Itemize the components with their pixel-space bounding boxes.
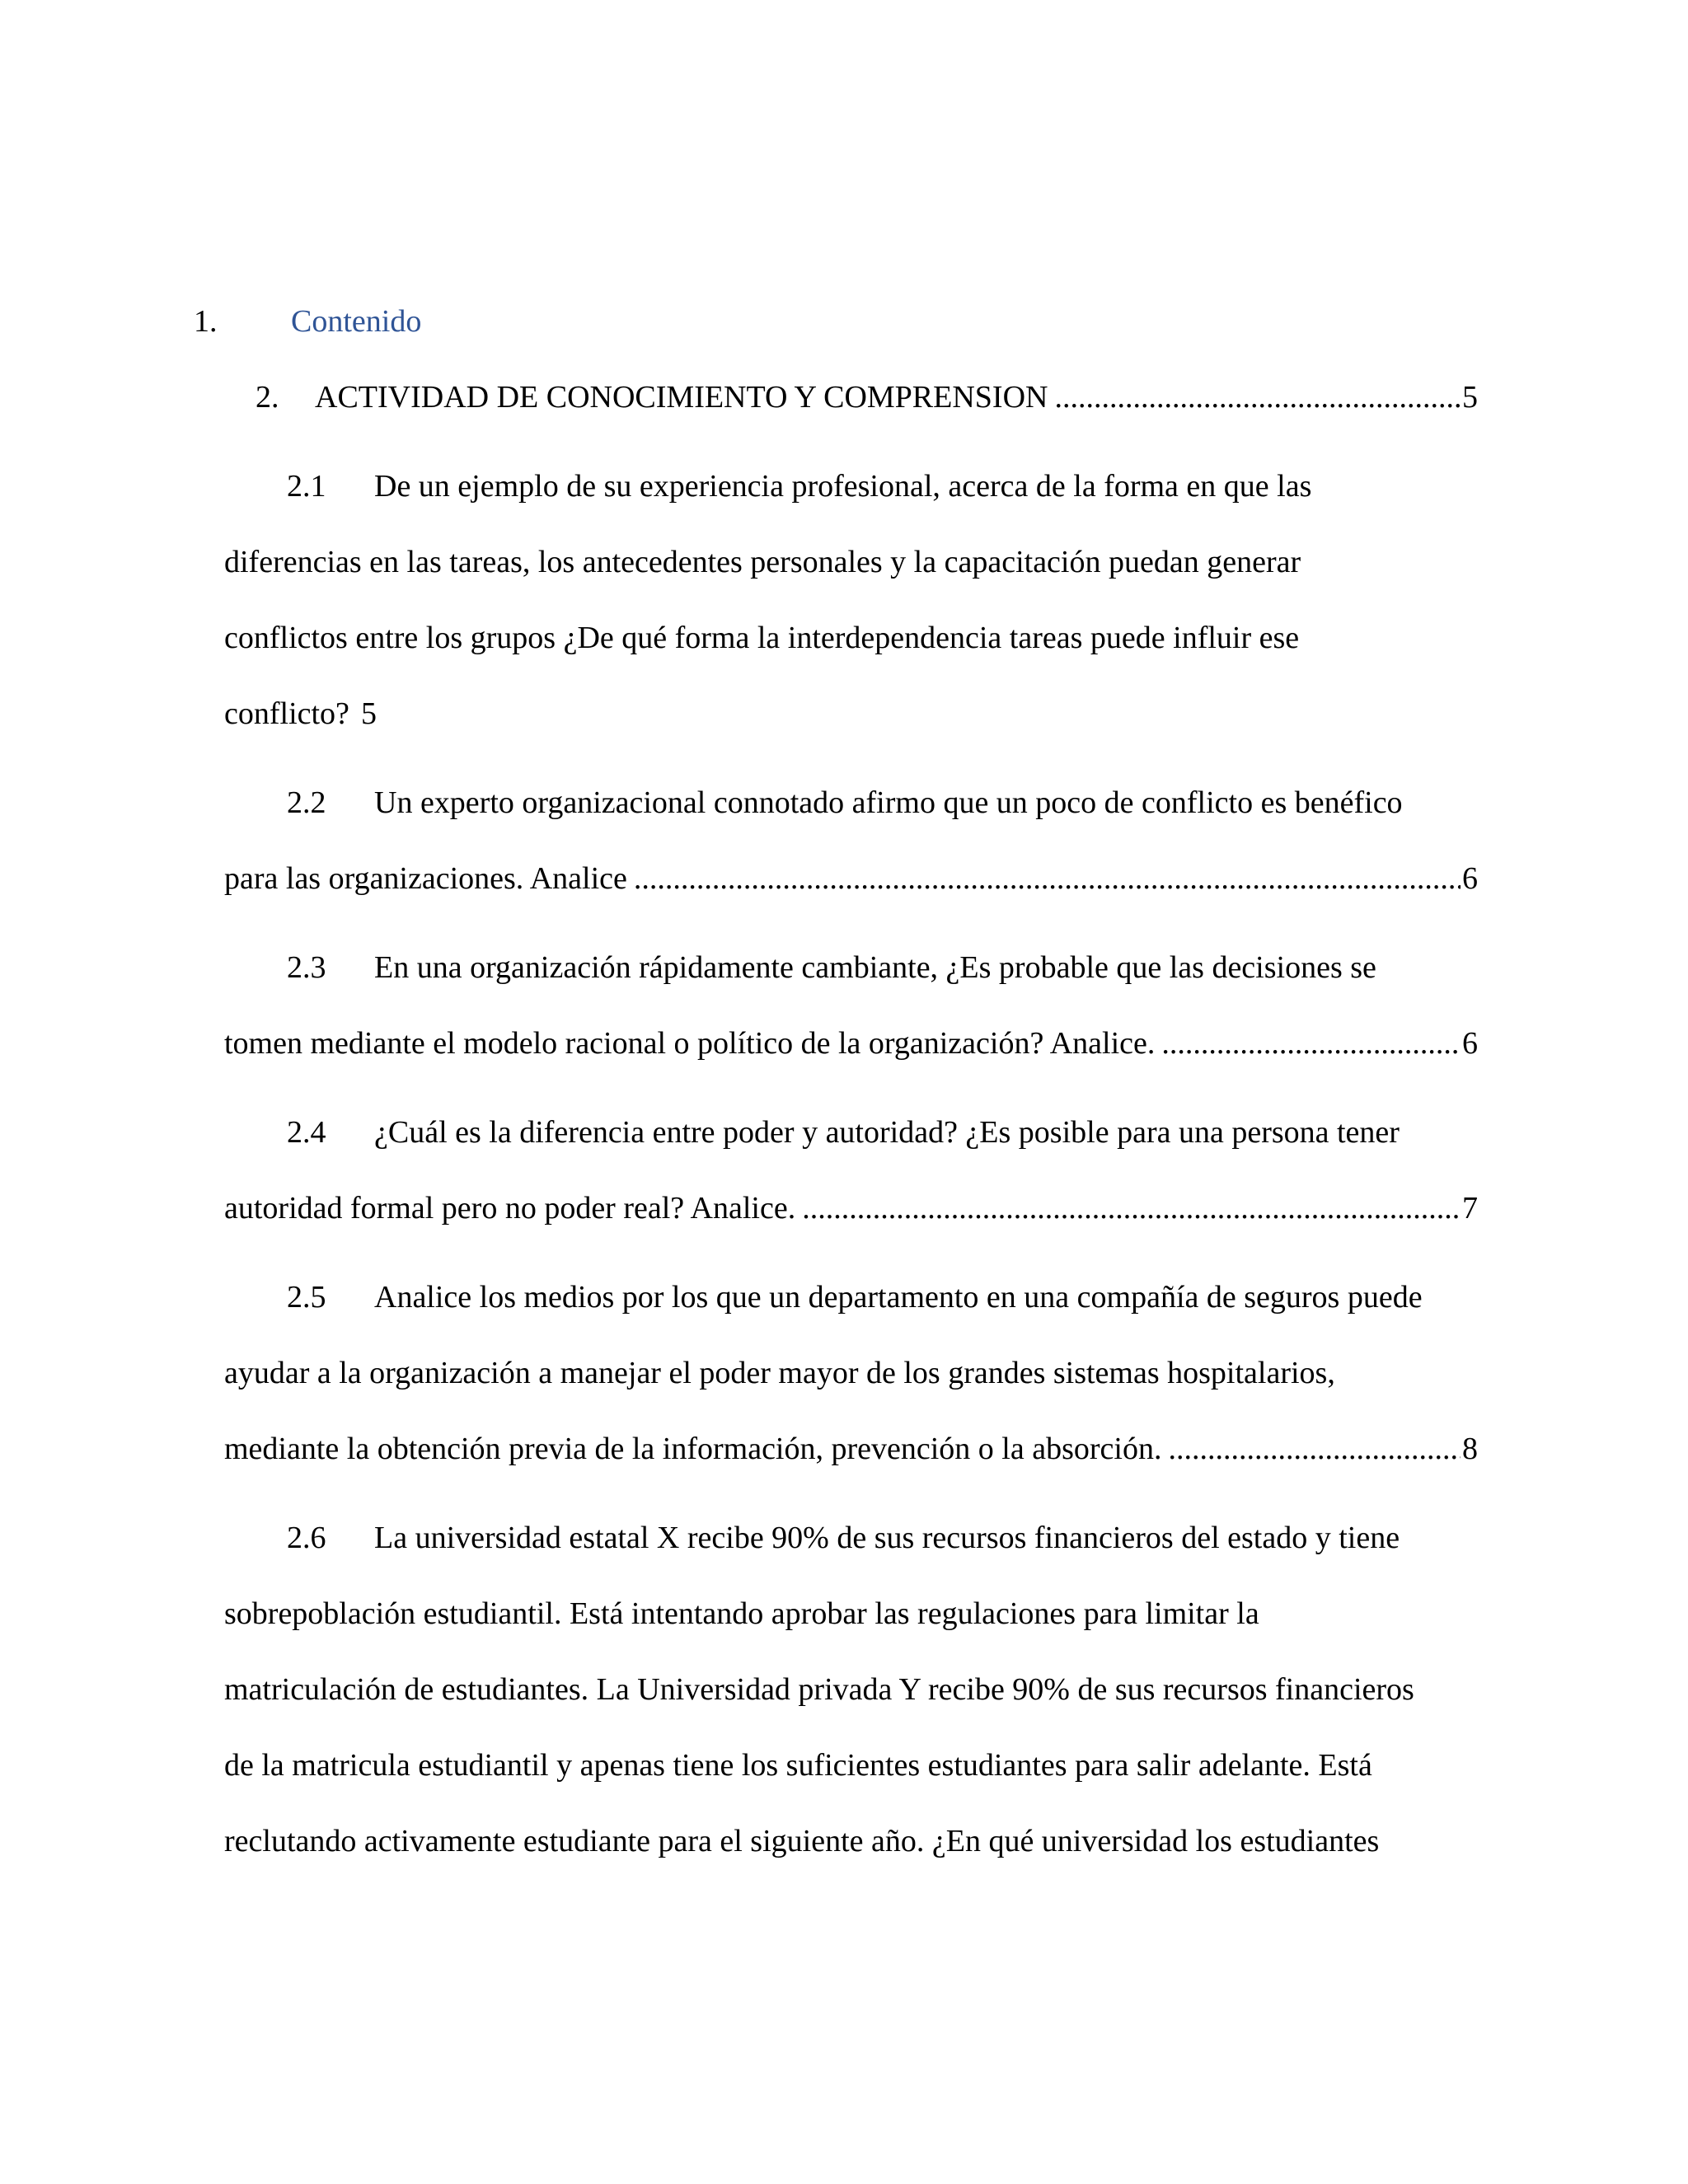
toc-entry-2-6[interactable] [224, 1500, 1478, 1879]
toc-section-number: 2. [256, 380, 279, 415]
toc-entry-text: reclutando activamente estudiante para el siguiente año. ¿En qué universidad los estudiantes [224, 1824, 1380, 1858]
toc-entry-line [224, 1576, 1478, 1652]
toc-entry-number: 2.4 [287, 1115, 326, 1150]
toc-entry-line [224, 524, 1478, 600]
toc-page-number: 8 [1462, 1432, 1478, 1466]
toc-entry-text: tomen mediante el modelo racional o político de la organización? Analice. [224, 1026, 1156, 1061]
toc-entry-line [224, 1259, 1478, 1335]
toc-entry-text: autoridad formal pero no poder real? Analice. [224, 1191, 796, 1226]
toc-entry-2-1[interactable] [224, 448, 1478, 752]
toc-entry-line [224, 1335, 1478, 1411]
toc-entry-line [224, 1727, 1478, 1803]
toc-heading-number: 1. [194, 304, 218, 339]
toc-entry-line [224, 600, 1478, 676]
toc-entry-line [224, 1652, 1478, 1727]
toc-entry-number: 2.1 [287, 469, 326, 504]
toc-entry-text: matriculación de estudiantes. La Universidad privada Y recibe 90% de sus recursos financieros [224, 1672, 1414, 1707]
toc-entry-text: sobrepoblación estudiantil. Está intentando aprobar las regulaciones para limitar la [224, 1596, 1259, 1631]
toc-entry-text: De un ejemplo de su experiencia profesional, acerca de la forma en que las [374, 469, 1312, 504]
toc-page-number: 5 [360, 696, 377, 731]
toc-entry-line [224, 448, 1478, 524]
toc-entry-line [224, 1500, 1478, 1576]
toc-entry-line [224, 1005, 1478, 1081]
toc-heading-title[interactable]: Contenido [291, 304, 422, 339]
toc-leader-dots [802, 1170, 1461, 1246]
toc-entry-2-4[interactable] [224, 1094, 1478, 1246]
toc-entry-text: para las organizaciones. Analice [224, 861, 627, 896]
toc-entry-text: La universidad estatal X recibe 90% de sus recursos financieros del estado y tiene [374, 1521, 1400, 1555]
toc-page-number: 6 [1462, 1026, 1478, 1061]
toc-entry-text: ayudar a la organización a manejar el poder mayor de los grandes sistemas hospitalarios, [224, 1356, 1335, 1390]
toc-entry-number: 2.6 [287, 1521, 326, 1555]
toc-section-title: ACTIVIDAD DE CONOCIMIENTO Y COMPRENSION [315, 380, 1048, 415]
toc-entry-line [224, 676, 1478, 752]
toc-entry-2-3[interactable] [224, 930, 1478, 1081]
toc-page-number: 7 [1462, 1191, 1478, 1226]
toc-entry-text: Un experto organizacional connotado afirmo que un poco de conflicto es benéfico [374, 785, 1403, 820]
toc-entry-number: 2.5 [287, 1280, 326, 1315]
toc-entry-text: conflicto? [224, 696, 349, 731]
toc-section-2[interactable] [256, 373, 1478, 422]
toc-entry-text: Analice los medios por los que un departamento en una compañía de seguros puede [374, 1280, 1423, 1315]
toc-entry-text: ¿Cuál es la diferencia entre poder y autoridad? ¿Es posible para una persona tener [374, 1115, 1400, 1150]
toc-entry-line [224, 1094, 1478, 1170]
toc-entry-line [224, 1170, 1478, 1246]
toc-entry-text: En una organización rápidamente cambiante, ¿Es probable que las decisiones se [374, 950, 1376, 985]
toc-leader-dots [1168, 1411, 1461, 1487]
toc-leader-dots [1161, 1005, 1461, 1081]
toc-entry-text: de la matricula estudiantil y apenas tiene los suficientes estudiantes para salir adelante. Está [224, 1748, 1372, 1783]
toc-leader-dots [634, 841, 1461, 916]
toc-entry-number: 2.3 [287, 950, 326, 985]
toc-entry-line [224, 841, 1478, 916]
toc-entry-text: conflictos entre los grupos ¿De qué forma la interdependencia tareas puede influir ese [224, 621, 1300, 655]
toc-entry-line [224, 930, 1478, 1005]
toc-entry-line [224, 765, 1478, 841]
toc-entry-2-5[interactable] [224, 1259, 1478, 1487]
toc-entry-line [224, 1803, 1478, 1879]
toc-page-number: 6 [1462, 861, 1478, 896]
toc-entry-text: mediante la obtención previa de la información, prevención o la absorción. [224, 1432, 1162, 1466]
toc-entry-2-2[interactable] [224, 765, 1478, 916]
toc-entry-line [224, 1411, 1478, 1487]
toc-entry-text: diferencias en las tareas, los antecedentes personales y la capacitación puedan generar [224, 545, 1301, 579]
toc-entry-number: 2.2 [287, 785, 326, 820]
toc-page-number: 5 [1462, 380, 1478, 415]
toc-leader-dots [1054, 373, 1461, 422]
